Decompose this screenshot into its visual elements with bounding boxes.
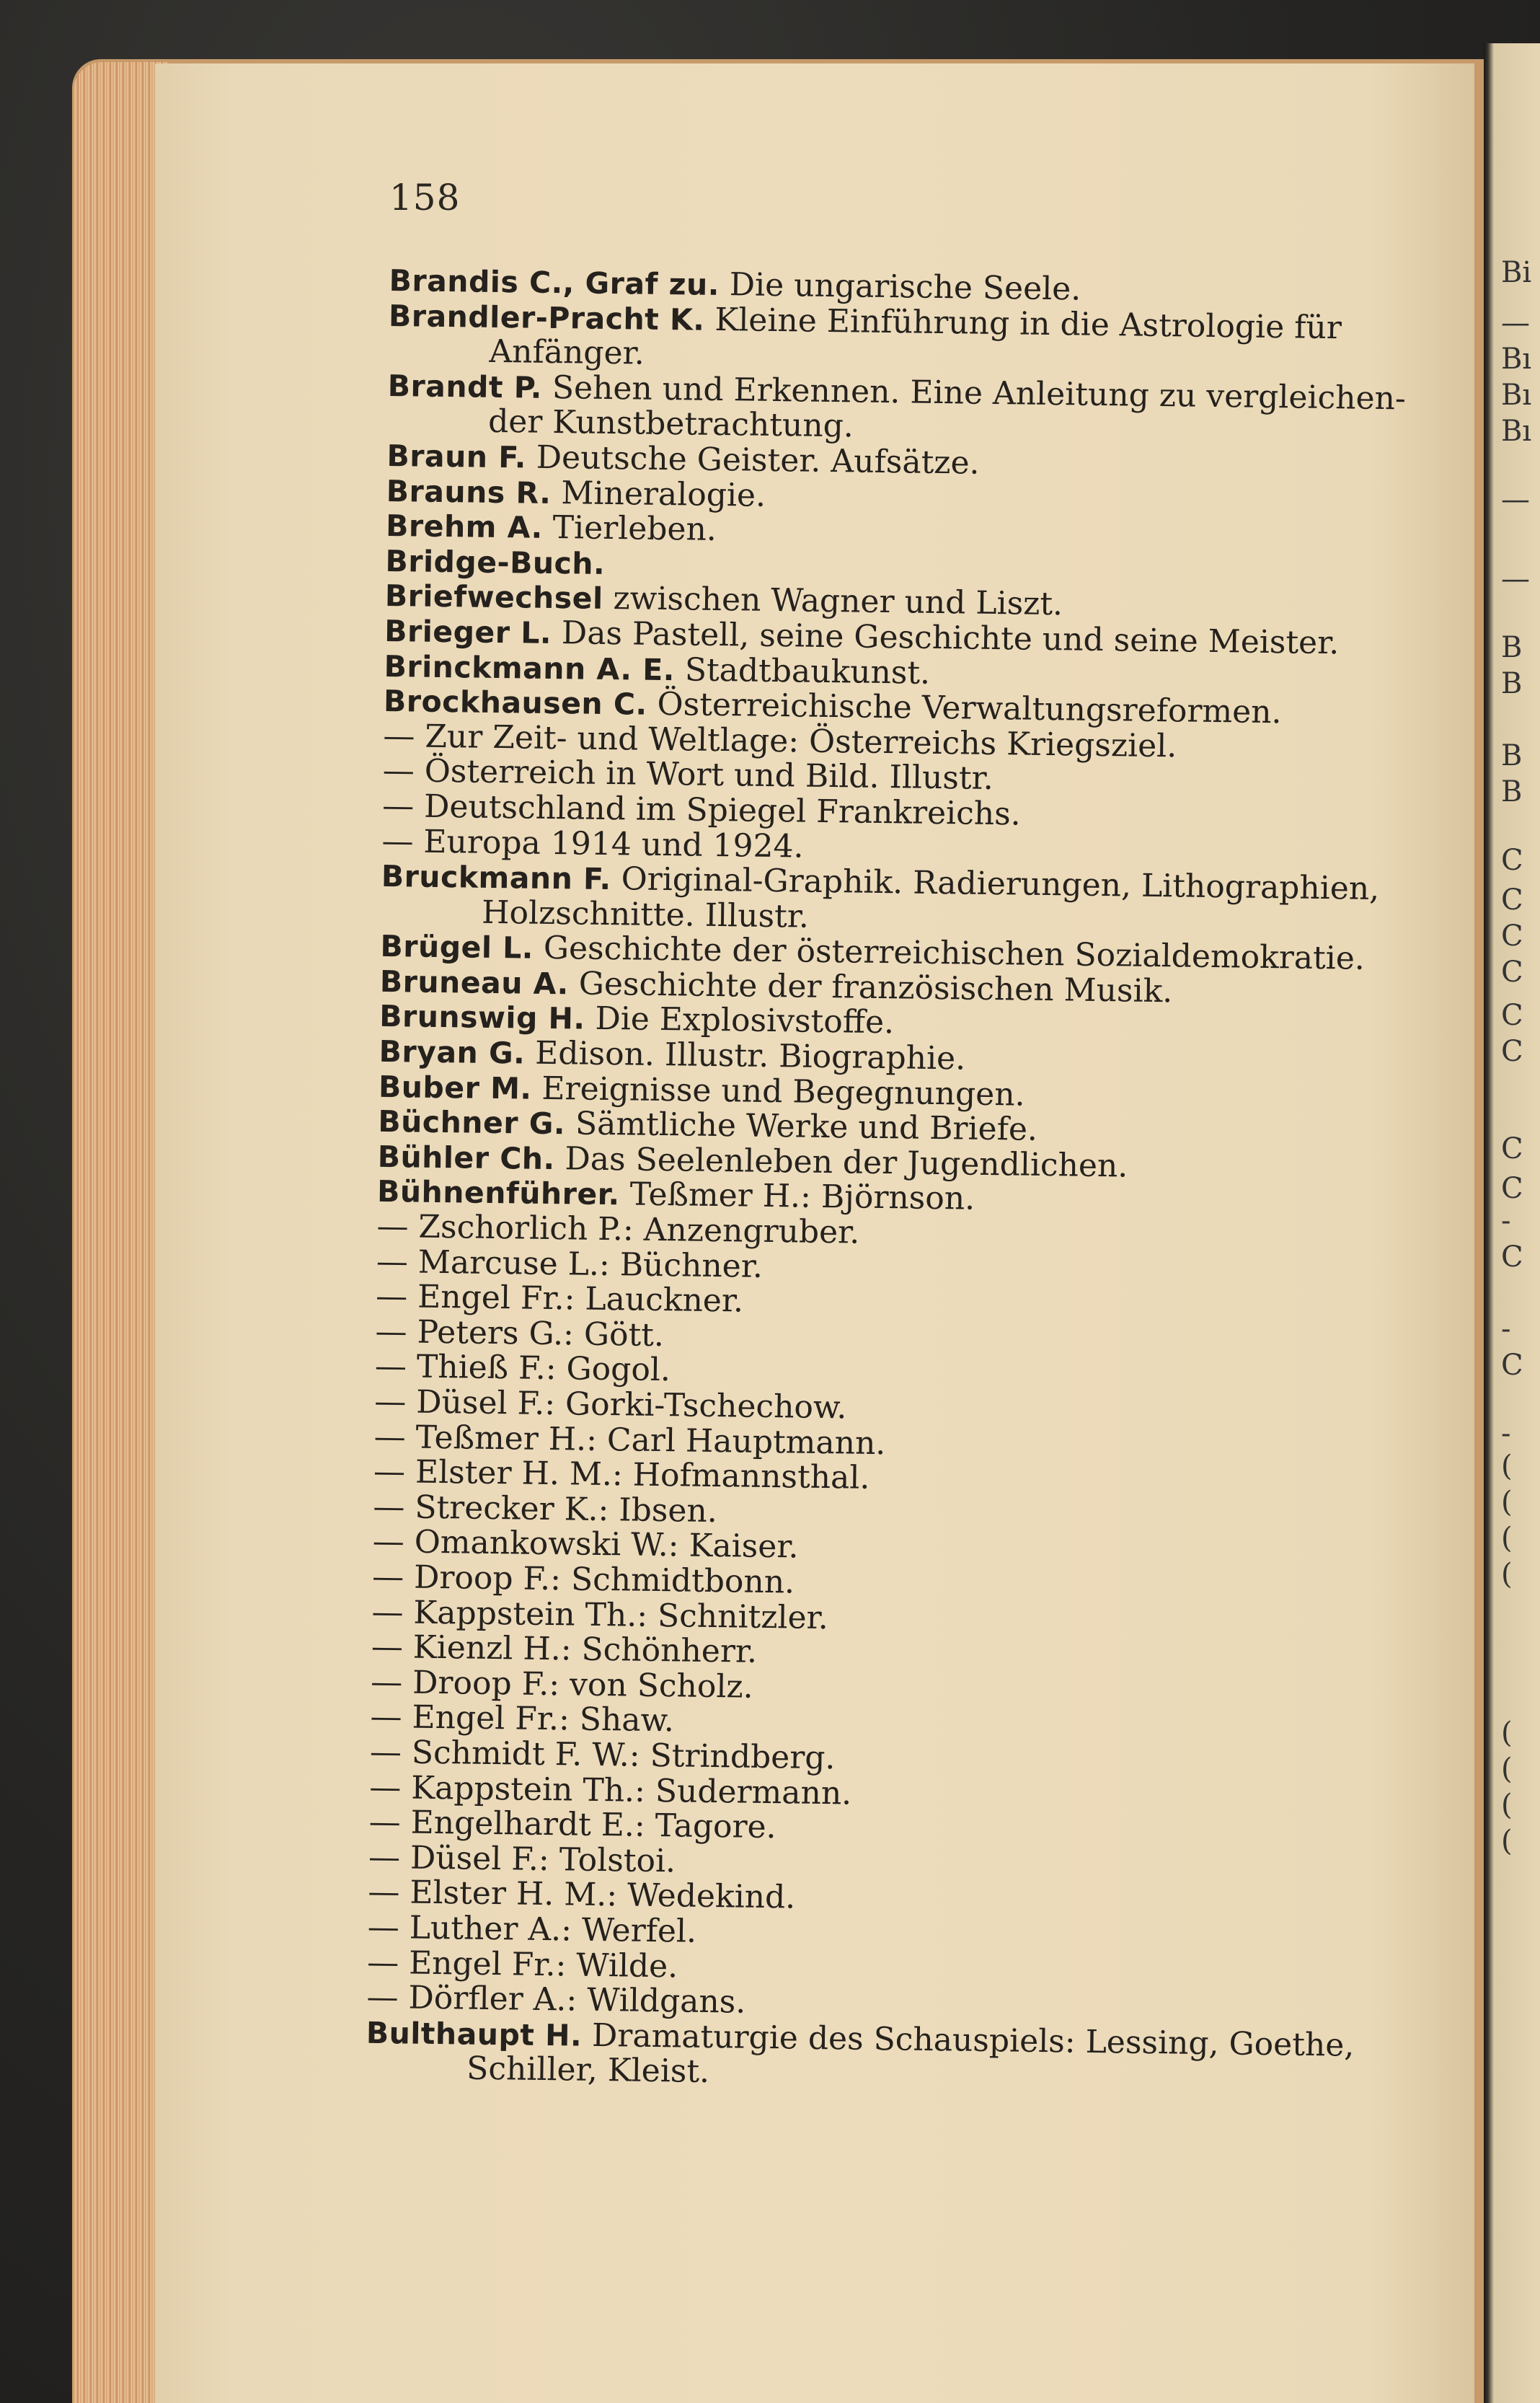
entry-text: — Kappstein Th.: Sudermann. <box>369 1768 852 1812</box>
author-name: Bridge-Buch. <box>385 543 606 581</box>
entry-text: Geschichte der französischen Musik. <box>568 965 1173 1010</box>
facing-page-fragment: — <box>1501 483 1530 516</box>
entry-text: Sämtliche Werke und Briefe. <box>565 1105 1038 1149</box>
facing-page-fragment: — <box>1501 307 1530 340</box>
entry-text: Teßmer H.: Björnson. <box>619 1176 975 1218</box>
author-name: Brunswig H. <box>379 999 585 1037</box>
entry-text: Ereignisse und Begegnungen. <box>531 1070 1025 1114</box>
facing-page-fragment: B <box>1501 739 1523 772</box>
facing-page-fragment: B <box>1501 775 1523 808</box>
entry-text: der Kunstbetrachtung. <box>487 403 854 445</box>
entry-text: — Österreich in Wort und Bild. Illustr. <box>382 752 994 798</box>
entry-text: — Düsel F.: Tolstoi. <box>368 1838 676 1880</box>
facing-page-fragment: C <box>1501 999 1523 1032</box>
entry-text: — Thieß F.: Gogol. <box>374 1348 671 1389</box>
facing-page-fragment: - <box>1501 1313 1511 1346</box>
entry-text: — Omankowski W.: Kaiser. <box>372 1523 799 1566</box>
entry-text: Das Seelenleben der Jugendlichen. <box>554 1139 1128 1185</box>
entry-text: zwischen Wagner und Liszt. <box>603 580 1063 623</box>
entry-text: Österreichische Verwaltungsreformen. <box>647 685 1282 731</box>
entry-text: Mineralogie. <box>551 474 766 514</box>
entry-text: Tierleben. <box>542 508 717 549</box>
facing-page-fragment: Bı <box>1501 343 1532 376</box>
facing-page-fragment: — <box>1501 563 1530 596</box>
facing-page-fragment: - <box>1501 1417 1511 1450</box>
author-name: Bühnenführer. <box>376 1174 620 1212</box>
entry-text: Dramaturgie des Schauspiels: Lessing, Goethe, <box>581 2016 1355 2064</box>
author-name: Braun F. <box>386 438 527 475</box>
entry-text: — Strecker K.: Ibsen. <box>373 1488 718 1530</box>
entry-text: — Luther A.: Werfel. <box>367 1908 697 1950</box>
page-stack-edges <box>74 62 167 2403</box>
entry-text: — Zur Zeit- und Weltlage: Österreichs Kriegsziel. <box>383 717 1177 765</box>
facing-page-fragment: ( <box>1501 1486 1513 1519</box>
author-name: Briefwechsel <box>384 578 603 617</box>
facing-page-fragment: C <box>1501 1172 1523 1205</box>
entry-text: Deutsche Geister. Aufsätze. <box>526 438 980 482</box>
facing-page-fragment: Bı <box>1501 379 1532 412</box>
facing-page-fragment: ( <box>1501 1522 1513 1555</box>
entry-text: — Kienzl H.: Schönherr. <box>371 1628 758 1670</box>
entry-text: Schiller, Kleist. <box>466 2050 710 2091</box>
entry-text: — Kappstein Th.: Schnitzler. <box>371 1593 829 1636</box>
entry-text: Holzschnitte. Illustr. <box>481 894 810 935</box>
entry-text: — Teßmer H.: Carl Hauptmann. <box>373 1418 886 1462</box>
entry-text: — Engel Fr.: Shaw. <box>370 1698 675 1740</box>
entry-text: Das Pastell, seine Geschichte und seine Meister. <box>551 614 1340 662</box>
author-name: Brandler-Pracht K. <box>388 298 705 338</box>
author-name: Buber M. <box>378 1069 532 1106</box>
author-name: Bühler Ch. <box>377 1139 555 1176</box>
facing-page-fragment: B <box>1501 631 1523 664</box>
facing-page-fragment: ( <box>1501 1716 1513 1750</box>
author-name: Brehm A. <box>385 508 544 545</box>
entry-text: — Europa 1914 und 1924. <box>381 822 804 865</box>
entry-text: — Dörfler A.: Wildgans. <box>366 1978 746 2021</box>
facing-page-fragment: - <box>1501 1204 1511 1238</box>
facing-page-fragment: ( <box>1501 1450 1513 1483</box>
page-number: 158 <box>389 177 461 219</box>
entry-text: — Droop F.: von Scholz. <box>370 1663 753 1706</box>
facing-page-fragment: C <box>1501 920 1523 953</box>
bibliography-list <box>366 263 1435 2099</box>
facing-page-fragment: ( <box>1501 1825 1513 1858</box>
author-name: Bulthaupt H. <box>366 2015 583 2053</box>
facing-page-fragment: Bi <box>1501 256 1532 289</box>
book-page-right-edge <box>1484 43 1540 2403</box>
facing-page-fragment: Bı <box>1501 415 1532 448</box>
author-name: Bruneau A. <box>379 964 570 1002</box>
facing-page-fragment: C <box>1501 844 1523 877</box>
facing-page-fragment: C <box>1501 883 1523 917</box>
author-name: Brockhausen C. <box>383 684 647 722</box>
entry-text: Original-Graphik. Radierungen, Lithographien, <box>611 860 1380 908</box>
facing-page-fragment: C <box>1501 956 1523 989</box>
entry-text: — Düsel F.: Gorki-Tschechow. <box>374 1383 847 1427</box>
author-name: Brinckmann A. E. <box>384 648 676 687</box>
facing-page-fragment: B <box>1501 667 1523 700</box>
entry-text: — Zschorlich P.: Anzengruber. <box>376 1207 860 1251</box>
facing-page-fragment: ( <box>1501 1789 1513 1822</box>
facing-page-fragment: ( <box>1501 1752 1513 1786</box>
entry-text: — Engel Fr.: Lauckner. <box>375 1278 744 1320</box>
facing-page-fragment: C <box>1501 1132 1523 1165</box>
entry-text: Stadtbaukunst. <box>674 651 931 692</box>
entry-text: — Engelhardt E.: Tagore. <box>368 1803 776 1846</box>
facing-page-fragment: ( <box>1501 1558 1513 1591</box>
entry-text: Die ungarische Seele. <box>719 265 1081 308</box>
entry-text: — Peters G.: Gött. <box>375 1313 665 1354</box>
author-name: Büchner G. <box>378 1104 566 1142</box>
facing-page-fragment: C <box>1501 1240 1523 1274</box>
author-name: Brauns R. <box>386 473 552 511</box>
entry-text: — Engel Fr.: Wilde. <box>366 1944 678 1985</box>
entry-text: — Marcuse L.: Büchner. <box>376 1243 764 1285</box>
author-name: Brügel L. <box>380 929 534 966</box>
entry-text: Die Explosivstoffe. <box>585 1000 895 1041</box>
entry-text: Kleine Einführung in die Astrologie für <box>704 301 1342 346</box>
entry-text: — Schmidt F. W.: Strindberg. <box>369 1733 836 1777</box>
entry-text: Edison. Illustr. Biographie. <box>524 1034 966 1077</box>
author-name: Bruckmann F. <box>381 859 611 897</box>
entry-text: — Elster H. M.: Hofmannsthal. <box>373 1453 870 1497</box>
author-name: Bryan G. <box>379 1033 526 1071</box>
entry-text: Sehen und Erkennen. Eine Anleitung zu vergleichen- <box>541 369 1407 418</box>
facing-page-fragment: C <box>1501 1349 1523 1382</box>
author-name: Brandis C., Graf zu. <box>389 263 720 302</box>
entry-text: Anfänger. <box>489 333 645 372</box>
author-name: Brieger L. <box>384 613 552 651</box>
entry-text: Geschichte der österreichischen Sozialdemokratie. <box>533 929 1366 978</box>
entry-text: — Elster H. M.: Wedekind. <box>368 1874 796 1916</box>
entry-text: — Droop F.: Schmidtbonn. <box>371 1558 795 1601</box>
facing-page-fragment: C <box>1501 1035 1523 1068</box>
entry-text: — Deutschland im Spiegel Frankreichs. <box>381 787 1022 833</box>
author-name: Brandt P. <box>387 368 543 405</box>
